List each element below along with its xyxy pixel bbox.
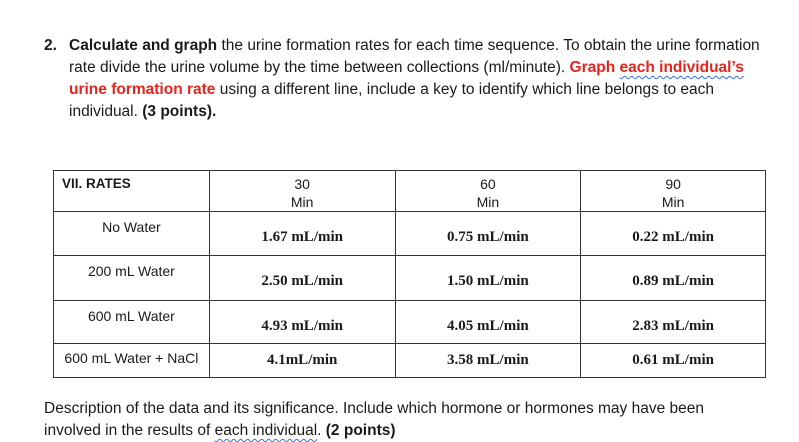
table-cell — [209, 301, 395, 344]
rates-table — [53, 170, 766, 378]
rate-value: 4.1mL/min — [266, 352, 338, 368]
rate-value: 1.67 mL/min — [261, 229, 343, 245]
row-label-cell — [54, 344, 210, 378]
column-header — [209, 171, 395, 212]
question-body — [69, 35, 764, 123]
column-time: 60 — [480, 176, 496, 192]
column-unit: Min — [290, 194, 314, 210]
description-text-a: Description of the data and its significance. Include which hormone or hormones may have been involved in the results of — [44, 400, 704, 439]
question-number: 2. — [44, 37, 57, 54]
table-cell — [395, 256, 581, 301]
table-row — [54, 212, 766, 256]
table-cell — [581, 212, 766, 256]
table-title: VII. RATES — [62, 176, 131, 191]
column-unit: Min — [661, 194, 685, 210]
table-row — [54, 256, 766, 301]
description-prompt — [44, 398, 764, 442]
question-red-b: each individual’s — [619, 59, 744, 76]
table-cell — [395, 212, 581, 256]
question-text-1: the urine formation rates for each time sequence. To obtain the urine formation rate divide the urine volume by the time between collections (ml/minute). — [69, 37, 760, 76]
row-label: 200 mL Water — [87, 263, 175, 279]
table-cell — [209, 212, 395, 256]
row-label-cell — [54, 301, 210, 344]
rate-value: 4.93 mL/min — [261, 318, 343, 334]
column-header — [395, 171, 581, 212]
rate-value: 1.50 mL/min — [447, 273, 529, 289]
rate-value: 0.22 mL/min — [632, 229, 714, 245]
table-cell — [395, 301, 581, 344]
row-label-cell — [54, 256, 210, 301]
question-text-2: using a different line, include a key to identify which line belongs to each individual. — [69, 81, 715, 120]
row-label: No Water — [102, 219, 161, 235]
rate-value: 0.89 mL/min — [632, 273, 714, 289]
table-cell — [209, 344, 395, 378]
question-2 — [44, 35, 764, 123]
rate-value: 4.05 mL/min — [447, 318, 529, 334]
table-cell — [581, 301, 766, 344]
column-time: 30 — [294, 176, 310, 192]
table-cell — [581, 344, 766, 378]
table-cell — [395, 344, 581, 378]
description-points: (2 points) — [325, 422, 396, 439]
column-header — [581, 171, 766, 212]
rate-value: 2.83 mL/min — [632, 318, 714, 334]
row-label: 600 mL Water + NaCl — [64, 350, 199, 366]
rate-value: 0.61 mL/min — [632, 352, 714, 368]
question-points: (3 points). — [142, 103, 217, 120]
table-cell — [581, 256, 766, 301]
row-label-cell — [54, 212, 210, 256]
rate-value: 3.58 mL/min — [447, 352, 529, 368]
question-red-c: urine formation rate — [69, 81, 216, 98]
table-header-row — [54, 171, 766, 212]
description-squig: each individual — [214, 422, 318, 439]
question-lead: Calculate and graph — [69, 37, 218, 54]
table-title-cell — [54, 171, 210, 212]
rate-value: 2.50 mL/min — [261, 273, 343, 289]
table-row — [54, 301, 766, 344]
description-text-b: . — [317, 422, 326, 439]
column-time: 90 — [665, 176, 681, 192]
rate-value: 0.75 mL/min — [447, 229, 529, 245]
table-row — [54, 344, 766, 378]
table-cell — [209, 256, 395, 301]
row-label: 600 mL Water — [87, 308, 175, 324]
column-unit: Min — [476, 194, 500, 210]
question-red-a: Graph — [569, 59, 620, 76]
